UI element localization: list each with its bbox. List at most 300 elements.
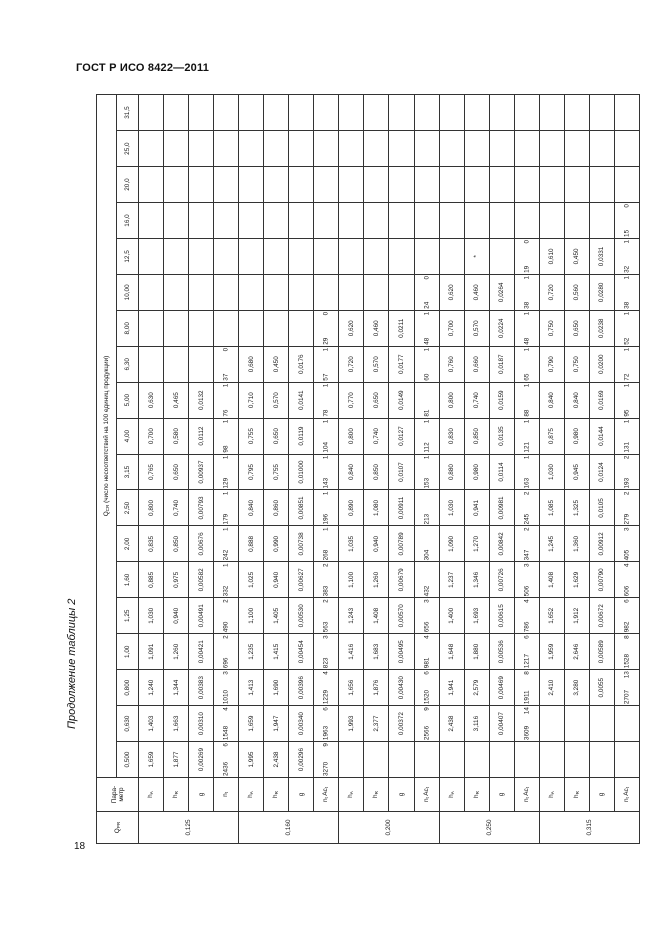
table-cell: 1,091 — [139, 634, 164, 670]
table-cell: 1,912 — [564, 598, 589, 634]
table-cell: 1,237 — [439, 562, 464, 598]
table-cell: 2,377 — [364, 706, 389, 742]
table-cell: 1,080 — [364, 490, 389, 526]
table-cell: 1,995 — [239, 742, 264, 778]
table-cell: 0,0177 — [389, 346, 414, 382]
table-cell — [189, 131, 214, 167]
table-cell: 1,408 — [539, 562, 564, 598]
table-cell: 0,700 — [139, 418, 164, 454]
table-cell: 38 1 — [614, 274, 639, 310]
table-cell — [414, 203, 439, 239]
table-cell: 1,245 — [539, 526, 564, 562]
table-cell: 242 1 — [214, 526, 239, 562]
table-cell: 3270 9 — [314, 742, 339, 778]
table-cell: 981 4 — [414, 634, 439, 670]
table-cell — [389, 742, 414, 778]
table-cell: 0,00937 — [189, 454, 214, 490]
table-cell — [514, 131, 539, 167]
table-cell: 0,00570 — [389, 598, 414, 634]
table-cell: 0,00421 — [189, 634, 214, 670]
table-cell — [564, 167, 589, 203]
table-cell — [289, 203, 314, 239]
table-cell: 0,00372 — [389, 706, 414, 742]
column-header: 1,60 — [117, 562, 139, 598]
table-cell: 0,795 — [239, 454, 264, 490]
table-cell — [489, 203, 514, 239]
table-cell — [364, 167, 389, 203]
column-header: 2,50 — [117, 490, 139, 526]
table-cell: 0,00269 — [189, 742, 214, 778]
table-cell — [489, 167, 514, 203]
table-cell: 0,620 — [339, 310, 364, 346]
table-cell: 1,415 — [264, 634, 289, 670]
table-cell — [314, 95, 339, 131]
table-cell: 0,00842 — [489, 526, 514, 562]
param-symbol: $h_R$ — [264, 778, 289, 812]
table-cell: 121 1 — [514, 418, 539, 454]
table-cell: 0,00407 — [489, 706, 514, 742]
table-cell: 153 1 — [414, 454, 439, 490]
table-cell: 0,00582 — [189, 562, 214, 598]
table-cell — [539, 203, 564, 239]
column-header: 1,00 — [117, 634, 139, 670]
table-cell: 1,941 — [439, 670, 464, 706]
table-cell — [164, 310, 189, 346]
table-row — [364, 95, 389, 844]
qpr-value: 0,315 — [539, 812, 639, 844]
table-cell: 0,660 — [464, 346, 489, 382]
table-cell: 143 1 — [314, 454, 339, 490]
table-cell: 1,405 — [264, 598, 289, 634]
param-symbol: $h_A$ — [539, 778, 564, 812]
table-cell: 72 1 — [614, 346, 639, 382]
table-cell — [164, 238, 189, 274]
table-cell — [564, 742, 589, 778]
table-cell — [514, 95, 539, 131]
table-cell — [314, 167, 339, 203]
table-row — [589, 95, 614, 844]
table-cell — [239, 203, 264, 239]
table-row — [614, 95, 639, 844]
table-cell: 405 3 — [614, 526, 639, 562]
table-cell: 0,840 — [539, 382, 564, 418]
param-symbol: $n_t$ $Ac_t$ — [614, 778, 639, 812]
table-cell: 490 2 — [214, 598, 239, 634]
table-cell — [464, 203, 489, 239]
table-cell: 0,465 — [164, 382, 189, 418]
table-cell: 65 1 — [514, 346, 539, 382]
table-row — [539, 95, 564, 844]
table-cell — [489, 131, 514, 167]
table-cell: 0,940 — [364, 526, 389, 562]
table-cell — [164, 167, 189, 203]
table-cell: 1,693 — [464, 598, 489, 634]
table-cell: 0,680 — [239, 346, 264, 382]
table-cell: 0,990 — [264, 526, 289, 562]
table-row — [389, 95, 414, 844]
table-cell — [214, 167, 239, 203]
table-cell: 112 1 — [414, 418, 439, 454]
table-cell: 0,00789 — [389, 526, 414, 562]
table-row — [439, 95, 464, 844]
table-cell: 1,408 — [364, 598, 389, 634]
column-header: 10,00 — [117, 274, 139, 310]
column-header: 1,25 — [117, 598, 139, 634]
table-cell — [439, 238, 464, 274]
table-cell: 0,940 — [264, 562, 289, 598]
table-cell: 1,629 — [564, 562, 589, 598]
table-cell: 1,030 — [539, 454, 564, 490]
table-cell — [239, 95, 264, 131]
table-cell — [489, 742, 514, 778]
table-cell: 656 3 — [414, 598, 439, 634]
table-cell: 60 1 — [414, 346, 439, 382]
table-cell: 0,650 — [564, 310, 589, 346]
table-cell — [364, 274, 389, 310]
table-cell: 0,00793 — [189, 490, 214, 526]
table-cell: 0,770 — [339, 382, 364, 418]
table-cell — [564, 95, 589, 131]
param-symbol: g — [289, 778, 314, 812]
table-cell — [239, 238, 264, 274]
param-symbol: $h_R$ — [364, 778, 389, 812]
table-cell — [164, 131, 189, 167]
table-cell: 0,941 — [464, 490, 489, 526]
table-cell — [189, 346, 214, 382]
table-cell: 76 1 — [214, 382, 239, 418]
table-row — [414, 95, 439, 844]
table-cell — [164, 346, 189, 382]
table-cell: 823 3 — [314, 634, 339, 670]
rotated-table-wrapper — [96, 94, 639, 844]
table-cell: 0,830 — [439, 418, 464, 454]
table-cell — [364, 131, 389, 167]
table-cell: 179 1 — [214, 490, 239, 526]
table-cell — [214, 310, 239, 346]
table-cell: 0,0149 — [389, 382, 414, 418]
table-cell: 0,00672 — [589, 598, 614, 634]
table-row — [289, 95, 314, 844]
table-cell — [539, 167, 564, 203]
table-cell — [539, 131, 564, 167]
table-cell: 2436 6 — [214, 742, 239, 778]
table-cell: 1,876 — [364, 670, 389, 706]
table-row — [164, 95, 189, 844]
table-cell — [139, 346, 164, 382]
table-cell: 1963 6 — [314, 706, 339, 742]
table-cell — [289, 238, 314, 274]
table-cell: 0,840 — [339, 454, 364, 490]
table-cell: 0,0159 — [489, 382, 514, 418]
table-cell — [189, 310, 214, 346]
table-cell: 3609 14 — [514, 706, 539, 742]
table-cell: 0,0144 — [589, 418, 614, 454]
param-symbol: $h_A$ — [139, 778, 164, 812]
table-cell: 1,100 — [239, 598, 264, 634]
table-cell — [389, 203, 414, 239]
table-cell: 0,0135 — [489, 418, 514, 454]
table-cell — [339, 95, 364, 131]
param-symbol: $h_A$ — [339, 778, 364, 812]
table-cell — [364, 238, 389, 274]
table-cell: 0,570 — [264, 382, 289, 418]
table-cell: 48 1 — [414, 310, 439, 346]
table-cell: 0,700 — [439, 310, 464, 346]
table-cell: 0,790 — [539, 346, 564, 382]
column-header: 0,630 — [117, 706, 139, 742]
table-cell: 0,750 — [564, 346, 589, 382]
table-cell: 0,710 — [239, 382, 264, 418]
table-cell: 0,835 — [139, 526, 164, 562]
table-cell — [164, 274, 189, 310]
column-header: 31,5 — [117, 95, 139, 131]
table-cell: 129 1 — [214, 454, 239, 490]
table-cell — [489, 238, 514, 274]
table-cell: 0,0187 — [489, 346, 514, 382]
table-cell: 0,450 — [564, 238, 589, 274]
table-cell: 432 — [414, 562, 439, 598]
param-symbol: g — [189, 778, 214, 812]
table-cell — [339, 167, 364, 203]
table-cell — [464, 95, 489, 131]
table-cell: 1,959 — [539, 634, 564, 670]
table-cell — [139, 203, 164, 239]
table-cell — [289, 131, 314, 167]
qpr-value: 0,160 — [239, 812, 339, 844]
table-cell: 0,00340 — [289, 706, 314, 742]
table-cell — [339, 203, 364, 239]
table-row — [239, 95, 264, 844]
table-cell — [489, 95, 514, 131]
table-cell: 0,0224 — [489, 310, 514, 346]
table-cell: 1,270 — [464, 526, 489, 562]
table-cell: 2,646 — [564, 634, 589, 670]
table-cell — [514, 203, 539, 239]
table-cell — [264, 310, 289, 346]
table-cell — [414, 167, 439, 203]
sampling-plan-table — [96, 94, 640, 844]
table-cell — [139, 310, 164, 346]
table-cell — [464, 131, 489, 167]
table-cell: 0,760 — [439, 346, 464, 382]
table-cell: 1217 6 — [514, 634, 539, 670]
table-cell: 0,850 — [164, 526, 189, 562]
column-header: 25,0 — [117, 131, 139, 167]
table-cell: 0,0119 — [289, 418, 314, 454]
table-cell — [139, 131, 164, 167]
table-cell: 131 1 — [614, 418, 639, 454]
table-cell: 0,00589 — [589, 634, 614, 670]
table-cell — [189, 274, 214, 310]
table-cell: 0,00469 — [489, 670, 514, 706]
table-cell: 0,00383 — [189, 670, 214, 706]
table-cell: 0,720 — [539, 274, 564, 310]
table-cell: 1,030 — [439, 490, 464, 526]
table-cell: 1520 6 — [414, 670, 439, 706]
table-cell: 0,01000 — [289, 454, 314, 490]
param-symbol: g — [489, 778, 514, 812]
table-cell — [389, 167, 414, 203]
table-cell — [164, 95, 189, 131]
table-cell: 1,659 — [239, 706, 264, 742]
table-cell: 0,00851 — [289, 490, 314, 526]
table-cell — [389, 238, 414, 274]
table-cell: 0,00530 — [289, 598, 314, 634]
table-cell: 0,650 — [364, 382, 389, 418]
table-cell — [214, 274, 239, 310]
table-cell: 0,00536 — [489, 634, 514, 670]
table-cell: 1,030 — [139, 598, 164, 634]
table-cell: 95 1 — [614, 382, 639, 418]
table-cell: 0,750 — [539, 310, 564, 346]
table-cell: 0,00912 — [589, 526, 614, 562]
table-cell: 304 — [414, 526, 439, 562]
table-cell: 1911 8 — [514, 670, 539, 706]
table-row — [564, 95, 589, 844]
table-cell: 1548 4 — [214, 706, 239, 742]
table-cell: 88 1 — [514, 382, 539, 418]
table-cell: 0,840 — [239, 490, 264, 526]
table-cell — [564, 203, 589, 239]
table-cell: 0,0055 — [589, 670, 614, 706]
table-cell — [414, 95, 439, 131]
param-symbol: $n_t$ $Ac_t$ — [414, 778, 439, 812]
table-cell: 0,650 — [264, 418, 289, 454]
table-cell: 1,993 — [339, 706, 364, 742]
table-cell: 1,690 — [264, 670, 289, 706]
table-cell: 196 1 — [314, 490, 339, 526]
table-cell: 1,240 — [139, 670, 164, 706]
table-cell: 0,00491 — [189, 598, 214, 634]
table-cell: 104 1 — [314, 418, 339, 454]
table-cell: 1,403 — [139, 706, 164, 742]
table-cell: 1,413 — [239, 670, 264, 706]
table-cell: 0,0107 — [389, 454, 414, 490]
table-cell: * — [464, 238, 489, 274]
table-cell — [589, 167, 614, 203]
table-cell: 0,0132 — [189, 382, 214, 418]
table-cell — [239, 131, 264, 167]
table-cell: 24 0 — [414, 274, 439, 310]
table-cell: 0,980 — [564, 418, 589, 454]
table-cell: 0,720 — [339, 346, 364, 382]
column-header: 16,0 — [117, 203, 139, 239]
table-cell: 0,00310 — [189, 706, 214, 742]
table-cell: 1,344 — [164, 670, 189, 706]
table-cell: 29 0 — [314, 310, 339, 346]
table-cell: 1,243 — [339, 598, 364, 634]
column-header: 6,30 — [117, 346, 139, 382]
table-cell: 2707 13 — [614, 670, 639, 706]
table-cell — [514, 742, 539, 778]
table-cell — [339, 238, 364, 274]
param-symbol: g — [589, 778, 614, 812]
table-cell — [564, 706, 589, 742]
table-cell: 0,00738 — [289, 526, 314, 562]
table-cell — [239, 167, 264, 203]
table-cell: 0,850 — [464, 418, 489, 454]
table-cell: 52 1 — [614, 310, 639, 346]
column-header: 3,15 — [117, 454, 139, 490]
table-cell: 0,610 — [539, 238, 564, 274]
param-symbol: $n_t$ $Ac_t$ — [514, 778, 539, 812]
table-cell — [589, 131, 614, 167]
table-cell — [539, 742, 564, 778]
table-cell — [214, 203, 239, 239]
table-cell — [514, 167, 539, 203]
table-cell: 1,100 — [339, 562, 364, 598]
table-row — [214, 95, 239, 844]
table-cell: 0,00396 — [289, 670, 314, 706]
table-cell: 786 4 — [514, 598, 539, 634]
qpr-header: $Q_{PR}$ — [97, 812, 139, 844]
table-cell: 0,00296 — [289, 742, 314, 778]
table-cell: 1,648 — [439, 634, 464, 670]
table-cell: 0,850 — [364, 454, 389, 490]
table-cell: 193 2 — [614, 454, 639, 490]
table-cell — [614, 131, 639, 167]
table-cell: 1,416 — [339, 634, 364, 670]
table-cell: 0,945 — [564, 454, 589, 490]
table-cell: 0,880 — [439, 454, 464, 490]
column-header: 4,00 — [117, 418, 139, 454]
table-cell: 332 1 — [214, 562, 239, 598]
table-cell: 2,579 — [464, 670, 489, 706]
table-cell: 1,090 — [439, 526, 464, 562]
table-cell: 696 2 — [214, 634, 239, 670]
table-cell: 0,980 — [464, 454, 489, 490]
table-cell: 0,975 — [164, 562, 189, 598]
table-cell: 0,0114 — [489, 454, 514, 490]
table-cell — [164, 203, 189, 239]
param-header: Пара- метр — [97, 778, 139, 812]
table-cell: 0,800 — [139, 490, 164, 526]
table-cell — [214, 95, 239, 131]
table-cell — [339, 274, 364, 310]
table-cell: 383 2 — [314, 562, 339, 598]
table-cell: 347 2 — [514, 526, 539, 562]
param-symbol: $n_t$ — [214, 778, 239, 812]
table-cell: 0,875 — [539, 418, 564, 454]
table-cell: 0,885 — [139, 562, 164, 598]
table-cell — [139, 274, 164, 310]
table-cell: 15 0 — [614, 203, 639, 239]
table-cell: 0,00615 — [489, 598, 514, 634]
table-cell: 1,260 — [364, 562, 389, 598]
table-cell: 1,947 — [264, 706, 289, 742]
table-cell — [139, 238, 164, 274]
table-cell: 2,438 — [264, 742, 289, 778]
table-cell — [189, 203, 214, 239]
param-symbol: $h_R$ — [464, 778, 489, 812]
table-cell: 1,880 — [464, 634, 489, 670]
table-cell: 0,00430 — [389, 670, 414, 706]
document-header: ГОСТ Р ИСО 8422—2011 — [76, 62, 210, 74]
table-cell: 0,460 — [464, 274, 489, 310]
table-cell: 0,00679 — [389, 562, 414, 598]
table-cell: 279 2 — [614, 490, 639, 526]
table-cell: 0,800 — [439, 382, 464, 418]
table-cell: 0,755 — [239, 418, 264, 454]
table-cell — [289, 274, 314, 310]
table-cell — [139, 95, 164, 131]
table-cell: 1,325 — [564, 490, 589, 526]
table-cell: 1,659 — [139, 742, 164, 778]
table-cell — [214, 238, 239, 274]
table-cell — [214, 131, 239, 167]
table-cell: 1,656 — [339, 670, 364, 706]
column-header: 2,00 — [117, 526, 139, 562]
